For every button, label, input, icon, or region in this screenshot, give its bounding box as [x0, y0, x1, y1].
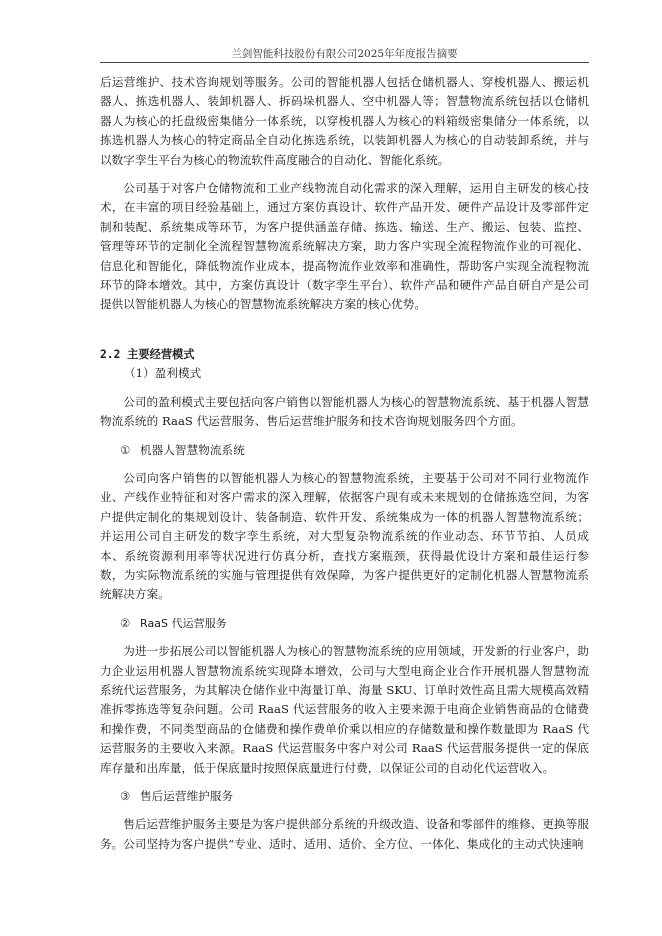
header-divider [100, 62, 589, 63]
paragraph-core-advantage: 公司基于对客户仓储物流和工业产线物流自动化需求的深入理解，运用自主研发的核心技术，在丰富的项目经验基础上，通过方案仿真设计、软件产品开发、硬件产品设计及零部件定制和装配、系统集成等环节，为客户提供涵盖存储、拣选、输送、生产、搬运、包装、监控、管理等环节的定制化全流程智慧物流系统解决方案，助力客户实现全流程物流作业的可视化、信息化和智能化，降低物流作业成本，提高物流作业效率和准确性，帮助客户实现全流程物流环节的降本增效。其中，方案仿真设计（数字孪生平台）、软件产品和硬件产品自研自产是公司提供以智能机器人为核心的智慧物流系统解决方案的核心优势。 [100, 181, 589, 312]
paragraph-robot-system: 公司向客户销售的以智能机器人为核心的智慧物流系统，主要基于公司对不同行业物流作业、产线作业特征和对客户需求的深入理解，依据客户现有或未来规划的仓储拣选空间，为客户提供定制化的集规划设计、装备制造、软件开发、系统集成为一体的机器人智慧物流系统；并运用公司自主研发的数字孪生系统，对大型复杂物流系统的作业动态、环节节拍、人员成本、系统资源利用率等状况进行仿真分析，查找方案瓶颈，获得最优设计方案和最佳运行参数，为实际物流系统的实施与管理提供有效保障，为客户提供更好的定制化机器人智慧物流系统解决方案。 [100, 470, 589, 602]
item-label: 售后运营维护服务 [140, 789, 234, 803]
paragraph-profit-model: 公司的盈利模式主要包括向客户销售以智能机器人为核心的智慧物流系统、基于机器人智慧物流系统的 RaaS 代运营服务、售后运营维护服务和技术咨询规划服务四个方面。 [100, 394, 589, 429]
subsection-heading: （1）盈利模式 [124, 366, 202, 381]
item-number: ① [120, 442, 131, 457]
section-heading: 2.2 主要经营模式 [100, 347, 195, 361]
list-item-raas [100, 614, 589, 633]
list-item-robot-system [100, 441, 589, 460]
paragraph-continuation: 后运营维护、技术咨询规划等服务。公司的智能机器人包括仓储机器人、穿梭机器人、搬运机器人、拣选机器人、装卸机器人、拆码垛机器人、空中机器人等；智慧物流系统包括以仓储机器人为核心的托盘级密集储分一体系统，以穿梭机器人为核心的料箱级密集储分一体系统，以拣选机器人为核心的特定商品全自动化拣选系统，以装卸机器人为核心的自动装卸系统，并与以数字孪生平台为核心的物流软件高度融合的自动化、智能化系统。 [100, 75, 589, 167]
page-body [100, 73, 589, 854]
item-number: ③ [120, 789, 131, 803]
item-label: 机器人智慧物流系统 [140, 442, 245, 457]
page-header: 兰剑智能科技股份有限公司2025年年度报告摘要 [231, 48, 458, 60]
paragraph-after-sales: 售后运营维护服务主要是为客户提供部分系统的升级改造、设备和零部件的维修、更换等服务。公司坚持为客户提供“专业、适时、适用、适价、全方位、一体化、集成化的主动式快速响 [100, 817, 589, 851]
paragraph-raas: 为进一步拓展公司以智能机器人为核心的智慧物流系统的应用领域，开发新的行业客户，助力企业运用机器人智慧物流系统实现降本增效，公司与大型电商企业合作开展机器人智慧物流系统代运营服务，为其解决仓储作业中海量订单、海量 SKU、订单时效性高且需大规模高效精准拆零拣选等复杂问题。公司 RaaS 代运营服务的收入主要来源于电商企业销售商品的仓储费和操作费，不同类型商品的仓储费和操作费单价乘以相应的存储数量和操作数量即为 RaaS 代运营服务的主要收入来源。RaaS 代运营服务中客户对公司 RaaS 代运营服务提供一定的保底库存量和出库量，低于保底量时按照保底量进行付费，以保证公司的自动化代运营收入。 [100, 644, 589, 775]
item-number: ② [120, 615, 131, 630]
list-item-after-sales [100, 787, 589, 806]
item-label: RaaS 代运营服务 [140, 616, 227, 630]
